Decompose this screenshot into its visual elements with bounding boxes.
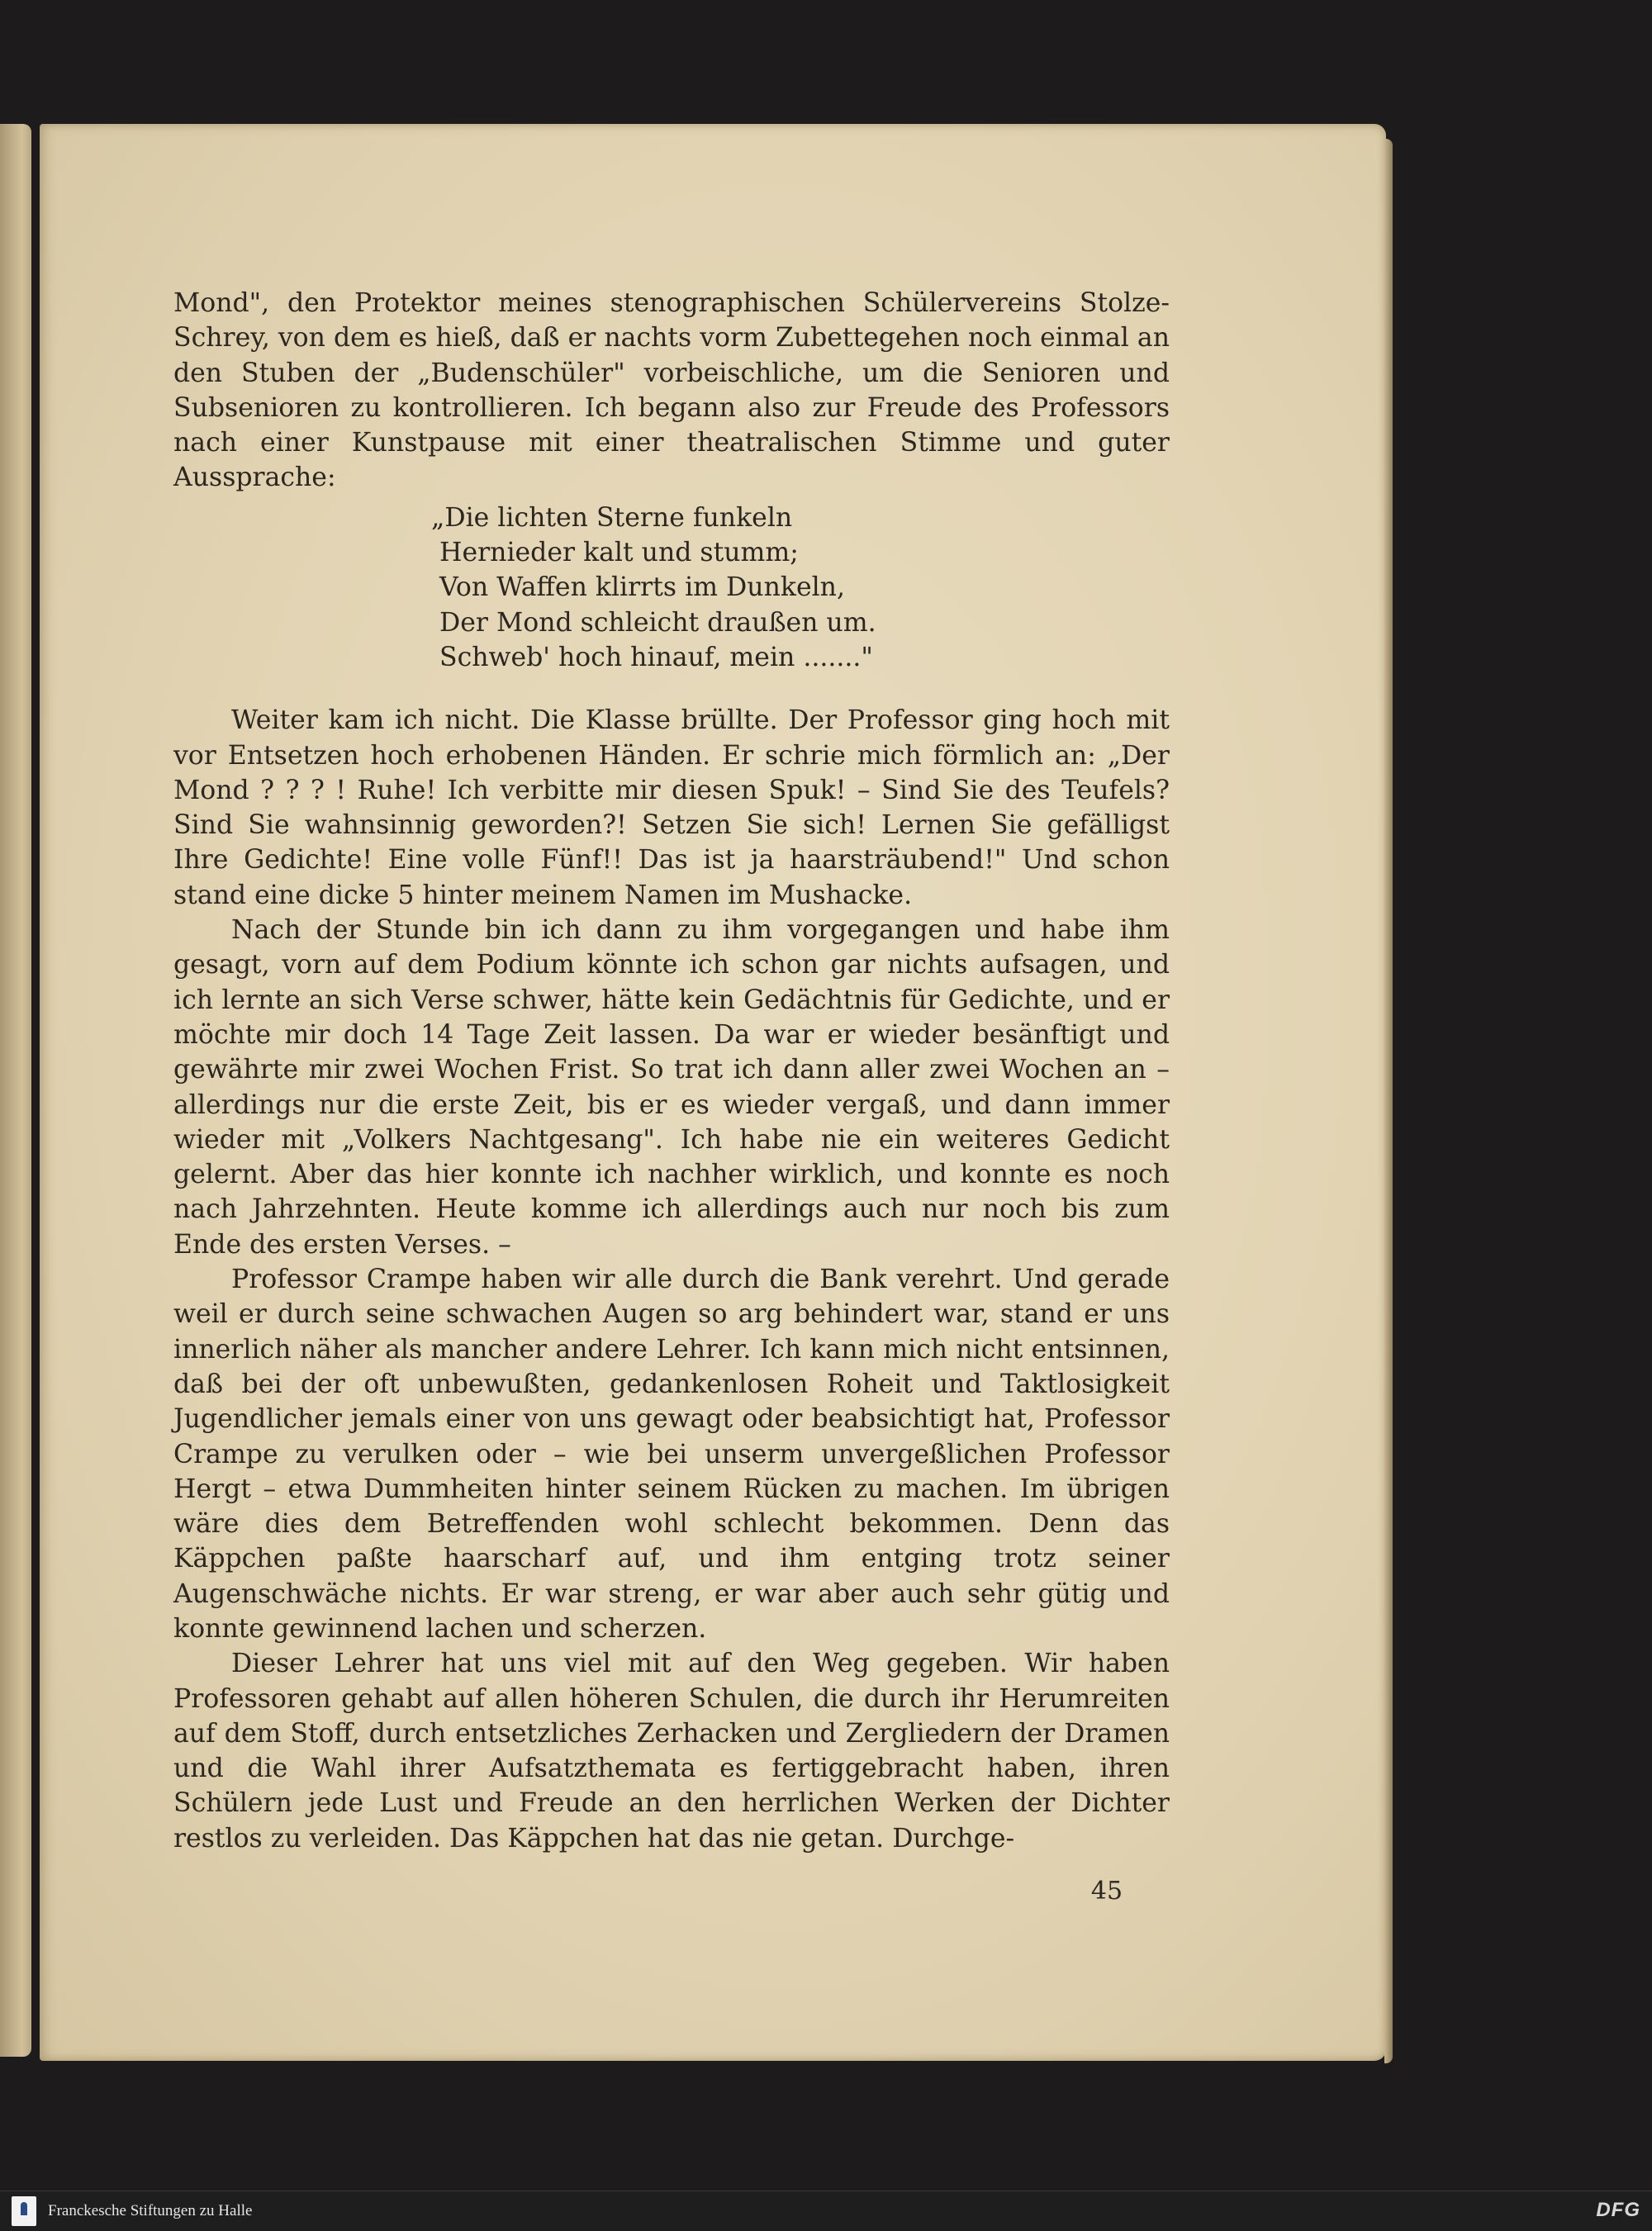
viewer-footer <box>0 2191 1652 2231</box>
institution-label[interactable]: Franckesche Stiftungen zu Halle <box>48 2202 253 2219</box>
page-edge-shadow <box>1384 139 1393 2063</box>
paragraph-1: Mond", den Protektor meines stenographischen Schülervereins Stolze-Schrey, von dem es hieß, daß er nachts vorm Zubettegehen noch einmal an den Stuben der „Budenschüler" vorbeischliche, um die Senioren und Subsenioren zu kontrollieren. Ich begann also zur Freude des Professors nach einer Kunstpause mit einer theatralischen Stimme und guter Aussprache: <box>173 288 1170 493</box>
institution-logo-icon <box>12 2196 36 2226</box>
previous-page-edge <box>0 124 31 2057</box>
poem-line-2: Hernieder kalt und stumm; <box>431 538 799 568</box>
paragraph-2: Weiter kam ich nicht. Die Klasse brüllte. Der Professor ging hoch mit vor Entsetzen hoch erhobenen Händen. Er schrie mich förmlich an: „Der Mond ? ? ? ! Ruhe! Ich verbitte mir diesen Spuk! – Sind Sie des Teufels? Sind Sie wahnsinnig geworden?! Setzen Sie sich! Lernen Sie gefälligst Ihre Gedichte! Eine volle Fünf!! Das ist ja haarsträubend!" Und schon stand eine dicke 5 hinter meinem Namen im Mushacke. <box>173 705 1170 910</box>
paragraph-4: Professor Crampe haben wir alle durch die Bank verehrt. Und gerade weil er durch seine schwachen Augen so arg behindert war, stand er uns innerlich näher als mancher andere Lehrer. Ich kann mich nicht entsinnen, daß bei der oft unbewußten, gedankenlosen Roheit und Taktlosigkeit Jugendlicher jemals einer von uns gewagt oder beabsichtigt hat, Professor Crampe zu verulken oder – wie bei unserm unvergeßlichen Professor Hergt – etwa Dummheiten hinter seinem Rücken zu machen. Im übrigen wäre dies dem Betreffenden wohl schlecht bekommen. Denn das Käppchen paßte haarscharf auf, und ihm entging trotz seiner Augenschwäche nichts. Er war streng, er war aber auch sehr gütig und konnte gewinnend lachen und scherzen. <box>173 1265 1170 1644</box>
dfg-logo[interactable]: DFG <box>1596 2199 1640 2221</box>
poem-line-3: Von Waffen klirrts im Dunkeln, <box>431 572 845 603</box>
page-text <box>173 286 1170 1856</box>
poem-line-1: „Die lichten Sterne funkeln <box>431 502 793 533</box>
poem-line-4: Der Mond schleicht draußen um. <box>431 607 876 638</box>
poem <box>431 501 1170 675</box>
poem-line-5: Schweb' hoch hinauf, mein ......." <box>431 642 873 672</box>
page-number: 45 <box>1090 1877 1123 1906</box>
paragraph-5: Dieser Lehrer hat uns viel mit auf den Weg gegeben. Wir haben Professoren gehabt auf allen höheren Schulen, die durch ihr Herumreiten auf dem Stoff, durch entsetzliches Zerhacken und Zergliedern der Dramen und die Wahl ihrer Aufsatzthemata es fertiggebracht haben, ihren Schülern jede Lust und Freude an den herrlichen Werken der Dichter restlos zu verleiden. Das Käppchen hat das nie getan. Durchge- <box>173 1649 1170 1854</box>
paragraph-3: Nach der Stunde bin ich dann zu ihm vorgegangen und habe ihm gesagt, vorn auf dem Podium könnte ich schon gar nichts aufsagen, und ich lernte an sich Verse schwer, hätte kein Gedächtnis für Gedichte, und er möchte mir doch 14 Tage Zeit lassen. Da war er wieder besänftigt und gewährte mir zwei Wochen Frist. So trat ich dann aller zwei Wochen an – allerdings nur die erste Zeit, bis er es wieder vergaß, und dann immer wieder mit „Volkers Nachtgesang". Ich habe nie ein weiteres Gedicht gelernt. Aber das hier konnte ich nachher wirklich, und konnte es noch nach Jahrzehnten. Heute komme ich allerdings auch nur noch bis zum Ende des ersten Verses. – <box>173 915 1170 1260</box>
